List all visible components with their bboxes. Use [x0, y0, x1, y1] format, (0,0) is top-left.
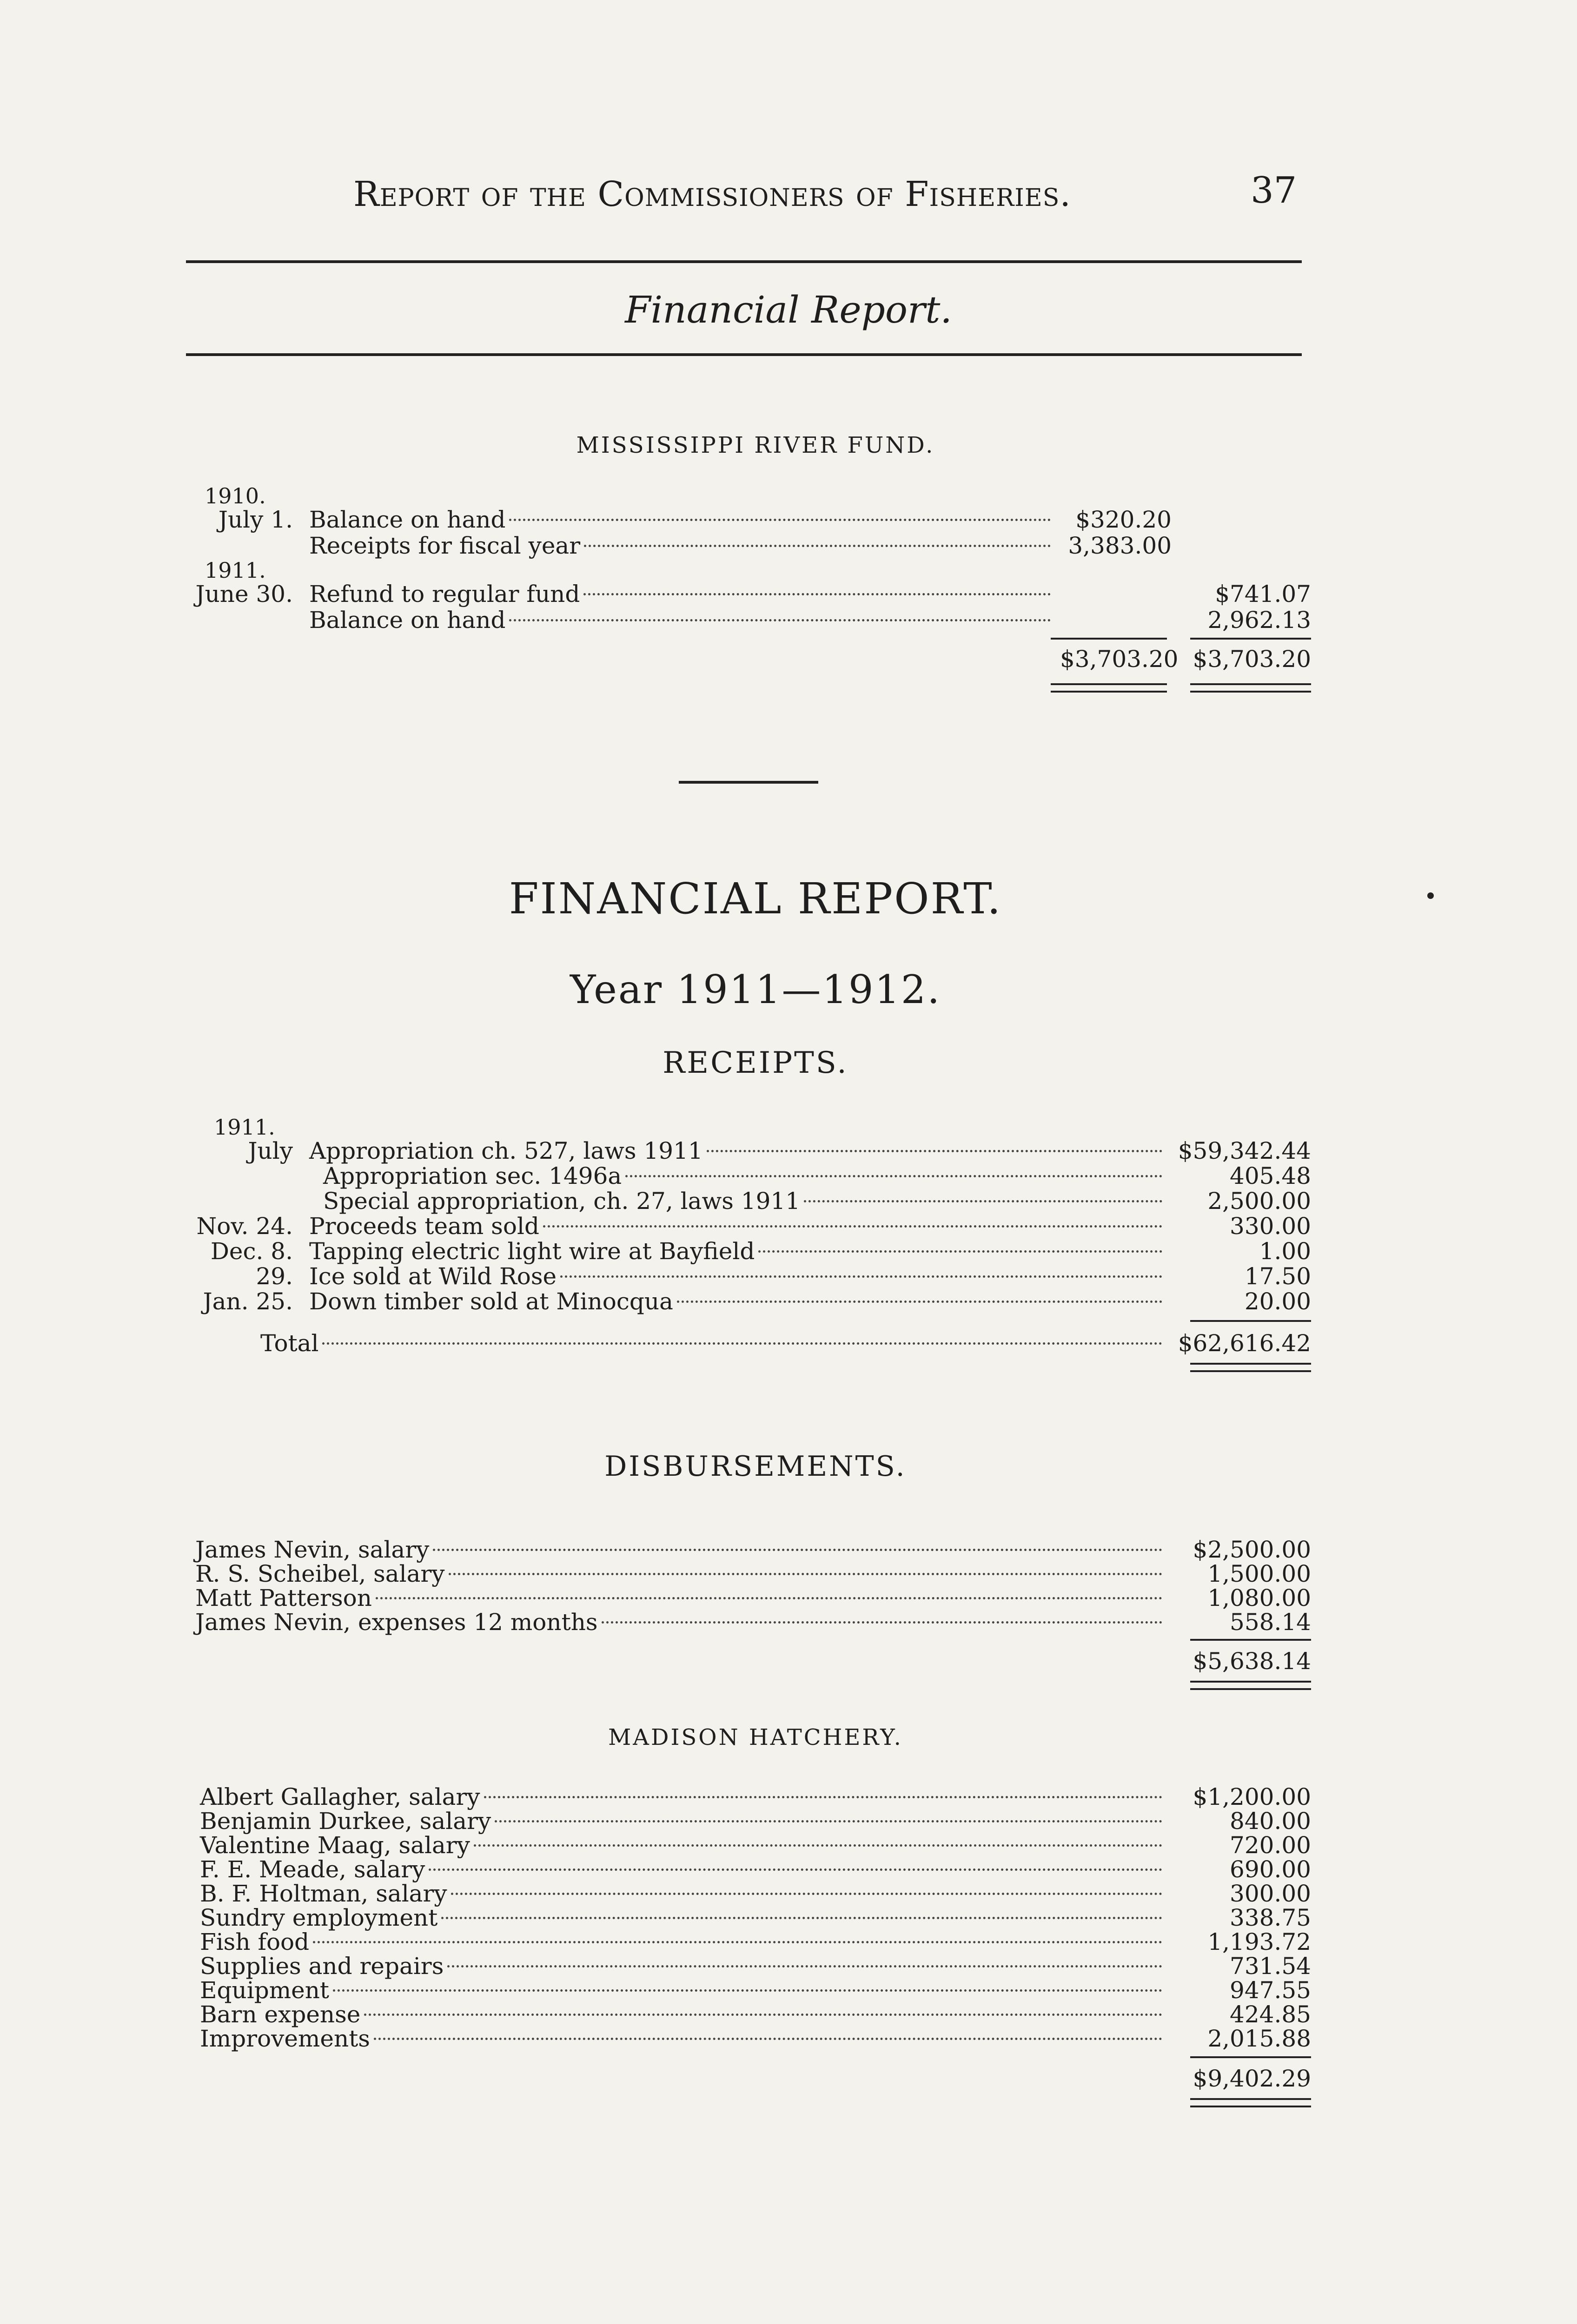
hatchery-row-desc-text: Albert Gallagher, salary — [200, 1783, 480, 1810]
receipt-row-amount: 17.50 — [1244, 1263, 1311, 1290]
leader-dots — [584, 545, 1051, 547]
leader-dots — [707, 1150, 1162, 1152]
fund-total-debit: $3,703.20 — [1060, 646, 1179, 673]
fund-row-debit: 3,383.00 — [1068, 532, 1172, 559]
leader-dots — [509, 519, 1051, 521]
receipt-row-amount: 2,500.00 — [1207, 1188, 1311, 1215]
leader-dots — [495, 1820, 1162, 1822]
receipt-row-desc-text: Appropriation sec. 1496a — [323, 1162, 622, 1189]
leader-dots — [441, 1917, 1162, 1919]
section-divider — [679, 781, 818, 784]
hatchery-row-amount: 947.55 — [1230, 1977, 1311, 2004]
fund-row — [186, 607, 1311, 633]
hatchery-row — [186, 1953, 1311, 1979]
fund-credit-double-rule — [1190, 683, 1311, 685]
hatchery-row-desc-text: F. E. Meade, salary — [200, 1856, 425, 1883]
hatchery-row — [186, 1929, 1311, 1955]
disbursement-row — [186, 1561, 1311, 1587]
hatchery-row — [186, 1905, 1311, 1931]
fund-row-desc — [309, 581, 1051, 607]
leader-dots — [374, 2038, 1162, 2040]
hatchery-row-amount: 720.00 — [1230, 1832, 1311, 1859]
receipt-row-desc-text: Tapping electric light wire at Bayfield — [309, 1238, 755, 1265]
subtitle-rule — [186, 353, 1302, 356]
ink-dot — [1427, 892, 1434, 899]
hatchery-row-desc — [200, 1905, 1162, 1931]
hatchery-row-desc — [200, 1929, 1162, 1955]
hatchery-row-amount: 840.00 — [1230, 1808, 1311, 1835]
leader-dots — [451, 1893, 1162, 1895]
leader-dots — [433, 1549, 1162, 1551]
hatchery-row — [186, 2026, 1311, 2052]
fund-debit-double-rule — [1051, 683, 1167, 685]
disbursement-row — [186, 1585, 1311, 1611]
fund-row-date: June 30. — [195, 581, 293, 607]
receipt-row-desc-text: Appropriation ch. 527, laws 1911 — [309, 1137, 703, 1164]
page-number: 37 — [1251, 170, 1297, 211]
leader-dots — [484, 1796, 1162, 1798]
disbursement-row — [186, 1609, 1311, 1635]
receipt-row-desc — [323, 1163, 1162, 1189]
receipt-row-amount: 1.00 — [1259, 1238, 1311, 1265]
hatchery-row-desc — [200, 2026, 1162, 2052]
hatchery-row — [186, 1856, 1311, 1882]
disbursement-row-desc — [195, 1537, 1162, 1563]
fund-debit-rule — [1051, 638, 1167, 640]
fund-row-desc-text: Balance on hand — [309, 506, 506, 533]
receipt-row-desc — [309, 1263, 1162, 1289]
disbursement-row-desc-text: R. S. Scheibel, salary — [195, 1560, 445, 1587]
hatchery-row-amount: 300.00 — [1230, 1880, 1311, 1907]
leader-dots — [543, 1225, 1162, 1228]
disbursement-row-desc-text: Matt Patterson — [195, 1585, 372, 1611]
hatchery-sum-rule — [1190, 2056, 1311, 2058]
disbursements-double-rule — [1190, 1681, 1311, 1683]
receipts-sum-rule — [1190, 1320, 1311, 1322]
hatchery-total-amount: $9,402.29 — [1193, 2065, 1311, 2092]
hatchery-row — [186, 1832, 1311, 1858]
hatchery-row — [186, 1784, 1311, 1810]
receipts-double-rule — [1190, 1370, 1311, 1372]
leader-dots — [333, 1989, 1162, 1992]
leader-dots — [804, 1200, 1162, 1202]
receipt-row — [186, 1213, 1311, 1239]
disbursements-total-amount: $5,638.14 — [1193, 1648, 1311, 1675]
leader-dots — [509, 619, 1051, 621]
subtitle: Financial Report. — [625, 288, 952, 331]
fund-debit-double-rule — [1051, 691, 1167, 693]
receipt-row-date: 29. — [256, 1263, 293, 1290]
hatchery-row-desc-text: Supplies and repairs — [200, 1953, 444, 1980]
disbursement-row-desc — [195, 1609, 1162, 1635]
hatchery-row-desc — [200, 1881, 1162, 1907]
fund-row-desc-text: Receipts for fiscal year — [309, 532, 581, 559]
leader-dots — [449, 1573, 1162, 1575]
fund-credit-double-rule — [1190, 691, 1311, 693]
hatchery-row-desc-text: Barn expense — [200, 2001, 361, 2028]
disbursements-double-rule — [1190, 1688, 1311, 1690]
hatchery-row-desc-text: Benjamin Durkee, salary — [200, 1808, 491, 1835]
leader-dots — [758, 1250, 1162, 1253]
hatchery-row — [186, 1977, 1311, 2003]
disbursement-row-desc — [195, 1585, 1162, 1611]
hatchery-double-rule — [1190, 2106, 1311, 2107]
hatchery-row-amount: 2,015.88 — [1207, 2025, 1311, 2052]
leader-dots — [560, 1275, 1162, 1278]
fund-row-desc — [309, 507, 1051, 533]
hatchery-double-rule — [1190, 2098, 1311, 2100]
hatchery-row — [186, 2001, 1311, 2027]
financial-report-year: Year 1911—1912. — [570, 967, 941, 1012]
receipt-row-desc-text: Special appropriation, ch. 27, laws 1911 — [323, 1188, 801, 1215]
disbursements-sum-rule — [1190, 1639, 1311, 1641]
hatchery-row-desc-text: Equipment — [200, 1977, 330, 2004]
hatchery-row-desc-text: Valentine Maag, salary — [200, 1832, 470, 1859]
fund-row — [186, 581, 1311, 607]
receipt-row-desc — [309, 1238, 1162, 1264]
hatchery-row-amount: 338.75 — [1230, 1904, 1311, 1931]
leader-dots — [583, 593, 1051, 595]
receipt-row-desc-text: Down timber sold at Minocqua — [309, 1288, 673, 1315]
fund-row-credit: $741.07 — [1215, 581, 1311, 607]
hatchery-row-desc — [200, 1784, 1162, 1810]
receipt-row — [186, 1288, 1311, 1314]
fund-row-desc — [309, 533, 1051, 559]
fund-row-date: July 1. — [218, 506, 293, 533]
receipts-total-label: Total — [260, 1330, 319, 1357]
leader-dots — [474, 1844, 1162, 1847]
fund-row — [186, 533, 1311, 559]
leader-dots — [447, 1965, 1162, 1967]
top-rule — [186, 260, 1302, 263]
receipt-row — [186, 1138, 1311, 1164]
receipt-row-amount: $59,342.44 — [1178, 1137, 1311, 1164]
hatchery-row-amount: 1,193.72 — [1207, 1928, 1311, 1955]
disbursement-row-amount: $2,500.00 — [1193, 1536, 1311, 1563]
fund-row-desc-text: Balance on hand — [309, 607, 506, 634]
hatchery-row-amount: 731.54 — [1230, 1953, 1311, 1980]
receipt-row-date: Nov. 24. — [196, 1213, 293, 1240]
hatchery-total-row — [186, 2066, 1311, 2092]
fund-total-row — [186, 646, 1311, 672]
receipt-row-desc-text: Proceeds team sold — [309, 1213, 539, 1240]
hatchery-row — [186, 1808, 1311, 1834]
disbursement-row-desc — [195, 1561, 1162, 1587]
receipt-row-date: July — [248, 1137, 293, 1164]
hatchery-row-desc — [200, 2001, 1162, 2027]
fund-row-debit: $320.20 — [1075, 506, 1172, 533]
running-head-text: Report of the Commissioners of Fisheries. — [353, 174, 1071, 214]
receipt-row — [186, 1263, 1311, 1289]
hatchery-row-desc — [200, 1953, 1162, 1979]
financial-report-title: FINANCIAL REPORT. — [509, 874, 1002, 924]
hatchery-row-desc-text: B. F. Holtman, salary — [200, 1880, 447, 1907]
fund-total-credit: $3,703.20 — [1193, 646, 1311, 673]
hatchery-row-desc-text: Fish food — [200, 1928, 310, 1955]
fund-year-1911: 1911. — [205, 558, 266, 583]
disbursements-title: DISBURSEMENTS. — [604, 1450, 907, 1483]
leader-dots — [364, 2014, 1162, 2016]
hatchery-row-desc — [200, 1832, 1162, 1858]
receipt-row-amount: 405.48 — [1230, 1162, 1311, 1189]
disbursement-row-amount: 1,080.00 — [1207, 1585, 1311, 1611]
hatchery-row-desc — [200, 1856, 1162, 1882]
leader-dots — [625, 1175, 1162, 1177]
disbursement-row-amount: 558.14 — [1230, 1609, 1311, 1636]
disbursement-row-desc-text: James Nevin, salary — [195, 1536, 430, 1563]
hatchery-row-amount: $1,200.00 — [1193, 1783, 1311, 1810]
leader-dots — [322, 1342, 1162, 1345]
hatchery-row-amount: 424.85 — [1230, 2001, 1311, 2028]
receipt-row-desc — [309, 1288, 1162, 1314]
fund-row — [186, 507, 1311, 533]
hatchery-row-amount: 690.00 — [1230, 1856, 1311, 1883]
receipt-row-amount: 330.00 — [1230, 1213, 1311, 1240]
fund-row-desc — [309, 607, 1051, 633]
leader-dots — [376, 1597, 1162, 1599]
hatchery-row — [186, 1881, 1311, 1907]
fund-row-desc-text: Refund to regular fund — [309, 581, 580, 607]
mississippi-fund-title: MISSISSIPPI RIVER FUND. — [576, 432, 935, 458]
receipt-row-date: Jan. 25. — [203, 1288, 293, 1315]
hatchery-row-desc-text: Sundry employment — [200, 1904, 438, 1931]
receipts-double-rule — [1190, 1363, 1311, 1365]
disbursement-row-desc-text: James Nevin, expenses 12 months — [195, 1609, 598, 1636]
leader-dots — [313, 1941, 1162, 1943]
running-head — [353, 174, 1071, 214]
receipt-row — [186, 1188, 1311, 1214]
receipts-total-row — [186, 1330, 1311, 1356]
disbursement-row-amount: 1,500.00 — [1207, 1560, 1311, 1587]
hatchery-row-desc-text: Improvements — [200, 2025, 370, 2052]
hatchery-row-desc — [200, 1808, 1162, 1834]
fund-credit-rule — [1190, 638, 1311, 640]
receipts-year: 1911. — [214, 1115, 275, 1140]
receipt-row — [186, 1238, 1311, 1264]
receipt-row-desc — [309, 1138, 1162, 1164]
receipt-row-desc — [323, 1188, 1162, 1214]
disbursement-row — [186, 1537, 1311, 1563]
receipt-row-desc-text: Ice sold at Wild Rose — [309, 1263, 557, 1290]
receipt-row-date: Dec. 8. — [210, 1238, 293, 1265]
disbursements-total-row — [186, 1648, 1311, 1674]
madison-hatchery-title: MADISON HATCHERY. — [608, 1724, 903, 1750]
receipts-total-amount: $62,616.42 — [1178, 1330, 1311, 1357]
receipt-row-amount: 20.00 — [1244, 1288, 1311, 1315]
fund-row-credit: 2,962.13 — [1207, 607, 1311, 634]
leader-dots — [429, 1868, 1162, 1871]
hatchery-row-desc — [200, 1977, 1162, 2003]
fund-year-1910: 1910. — [205, 483, 266, 508]
receipt-row — [186, 1163, 1311, 1189]
receipts-title: RECEIPTS. — [663, 1046, 848, 1080]
leader-dots — [602, 1621, 1162, 1624]
receipts-total-desc — [260, 1330, 1162, 1356]
receipt-row-desc — [309, 1213, 1162, 1239]
leader-dots — [677, 1301, 1162, 1303]
